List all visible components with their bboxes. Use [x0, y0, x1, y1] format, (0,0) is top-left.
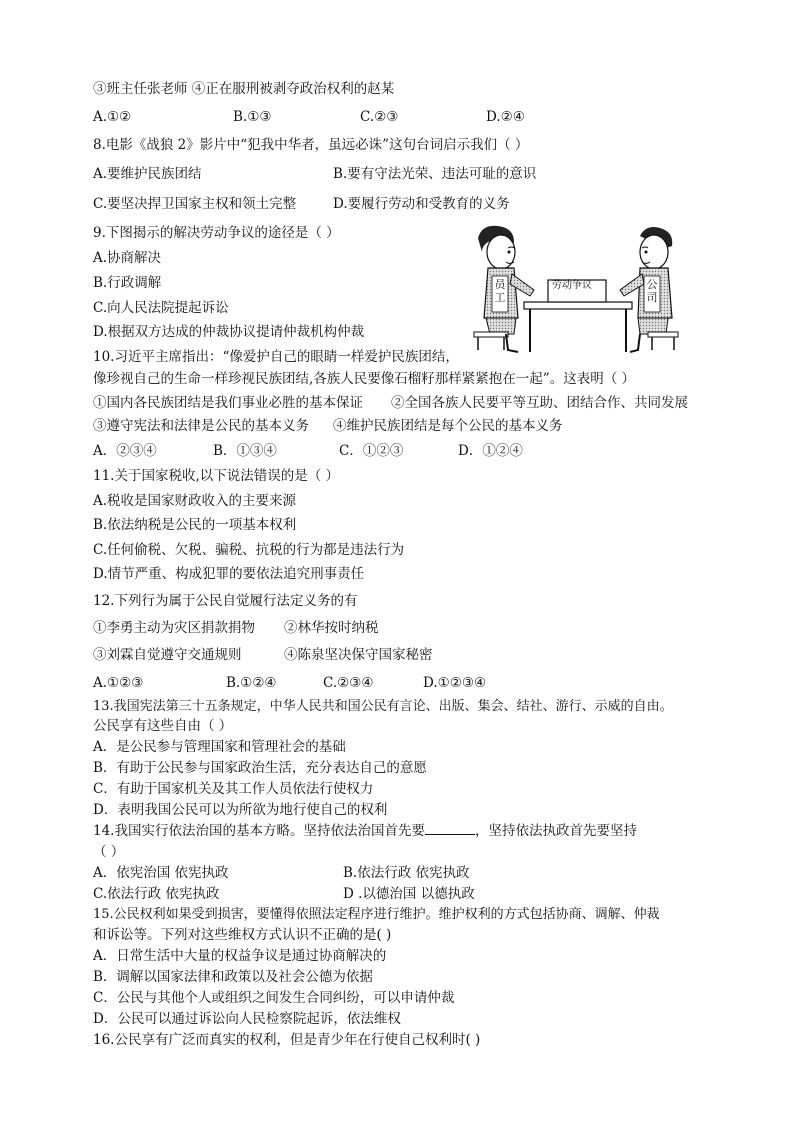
q12-item-3: ③刘霖自觉遵守交通规则 — [93, 647, 242, 663]
q7-items-line: ③班主任张老师 ④正在服刑被剥夺政治权利的赵某 — [93, 81, 395, 97]
q15-option-d: D．公民可以通过诉讼向人民检察院起诉，依法维权 — [93, 1011, 401, 1027]
q9-option-a: A.协商解决 — [93, 250, 162, 266]
q13-option-a: A．是公民参与管理国家和管理社会的基础 — [93, 739, 346, 755]
q15-stem-line2: 和诉讼等。下列对这些维权方式认识不正确的是( ) — [93, 927, 392, 943]
q8-option-a: A.要维护民族团结 — [93, 166, 202, 182]
q7-option-a: A.①② — [93, 109, 132, 125]
q8-option-d: D.要履行劳动和受教育的义务 — [333, 196, 510, 212]
q14-option-c: C.依法行政 依宪执政 — [93, 886, 220, 902]
q7-option-c: C.②③ — [360, 109, 399, 125]
q15-option-a: A．日常生活中大量的权益争议是通过协商解决的 — [93, 948, 387, 964]
q13-option-d: D．表明我国公民可以为所欲为地行使自己的权利 — [93, 802, 388, 818]
q11-option-d: D.情节严重、构成犯罪的要依法追究刑事责任 — [93, 566, 365, 582]
q13-option-b: B．有助于公民参与国家政治生活，充分表达自己的意愿 — [93, 760, 427, 776]
q14-stem-part-b: ，坚持依法执政首先要坚持 — [474, 823, 637, 839]
q15-option-b: B．调解以国家法律和政策以及社会公德为依据 — [93, 969, 373, 985]
q11-option-a: A.税收是国家财政收入的主要来源 — [93, 493, 297, 509]
q10-item-3: ③遵守宪法和法律是公民的基本义务 — [93, 418, 309, 434]
q12-option-d: D.①②③④ — [423, 675, 487, 691]
figure-sign-label: 劳动争议 — [552, 280, 592, 291]
q14-answer-blank — [425, 822, 475, 835]
q10-option-a: A．②③④ — [93, 443, 157, 459]
q14-stem-line1 — [93, 822, 637, 840]
q15-stem-line1: 15.公民权利如果受到损害，要懂得依照法定程序进行维护。维护权利的方式包括协商、调解、仲裁 — [93, 907, 660, 922]
q12-stem: 12.下列行为属于公民自觉履行法定义务的有 — [93, 593, 358, 609]
q12-item-2: ②林华按时纳税 — [284, 620, 379, 636]
q14-option-b: B.依法行政 依宪执政 — [343, 865, 470, 881]
q12-option-c: C.②③④ — [323, 675, 374, 691]
q14-stem-part-a: 14.我国实行依法治国的基本方略。坚持依法治国首先要 — [93, 823, 425, 839]
q12-option-a: A.①②③ — [93, 675, 144, 691]
q10-item-2: ②全国各族人民要平等互助、团结合作、共同发展 — [391, 395, 688, 411]
q10-option-c: C．①②③ — [339, 443, 404, 459]
q10-option-b: B．①③④ — [213, 443, 277, 459]
q8-stem: 8.电影《战狼 2》影片中“犯我中华者，虽远必诛”这句台词启示我们（ ） — [93, 137, 529, 153]
q11-option-c: C.任何偷税、欠税、骗税、抗税的行为都是违法行为 — [93, 542, 405, 558]
q8-option-c: C.要坚决捍卫国家主权和领土完整 — [93, 196, 297, 212]
q9-option-d: D.根据双方达成的仲裁协议提请仲裁机构仲裁 — [93, 324, 365, 340]
figure-employee-label: 员工 — [494, 278, 506, 304]
q11-option-b: B.依法纳税是公民的一项基本权利 — [93, 517, 297, 533]
q12-option-b: B.①②④ — [226, 675, 277, 691]
q9-option-b: B.行政调解 — [93, 275, 162, 291]
q8-option-b: B.要有守法光荣、违法可耻的意识 — [333, 166, 537, 182]
q13-stem-line1: 13.我国宪法第三十五条规定，中华人民共和国公民有言论、出版、集会、结社、游行、示威的自由。 — [93, 699, 673, 714]
q13-option-c: C．有助于国家机关及其工作人员依法行使权力 — [93, 781, 374, 797]
q10-option-d: D．①②④ — [458, 443, 523, 459]
q10-item-1: ①国内各民族团结是我们事业必胜的基本保证 — [93, 395, 363, 411]
q10-stem-line2: 像珍视自己的生命一样珍视民族团结,各族人民要像石榴籽那样紧紧抱在一起”。这表明（ ） — [93, 371, 635, 387]
q16-stem: 16.公民享有广泛而真实的权利，但是青少年在行使自己权利时( ) — [93, 1032, 481, 1048]
q12-item-1: ①李勇主动为灾区捐款捐物 — [93, 620, 255, 636]
q12-item-4: ④陈泉坚决保守国家秘密 — [284, 647, 433, 663]
q14-stem-line2: （ ） — [93, 844, 125, 860]
q7-option-b: B.①③ — [233, 109, 272, 125]
q9-option-c: C.向人民法院提起诉讼 — [93, 300, 229, 316]
q9-stem: 9.下图揭示的解决劳动争议的途径是（ ） — [93, 225, 340, 241]
q11-stem: 11.关于国家税收,以下说法错误的是（ ） — [93, 468, 340, 484]
q15-option-c: C．公民与其他个人或组织之间发生合同纠纷，可以申请仲裁 — [93, 990, 455, 1006]
figure-company-label: 公司 — [646, 278, 658, 304]
q14-option-d: D .以德治国 以德执政 — [343, 886, 475, 902]
q10-stem-line1: 10.习近平主席指出：“像爱护自己的眼睛一样爱护民族团结， — [93, 349, 459, 365]
q13-stem-line2: 公民享有这些自由（ ） — [93, 718, 233, 734]
q7-option-d: D.②④ — [486, 109, 525, 125]
q14-option-a: A．依宪治国 依宪执政 — [93, 865, 229, 881]
q10-item-4: ④维护民族团结是每个公民的基本义务 — [333, 418, 563, 434]
